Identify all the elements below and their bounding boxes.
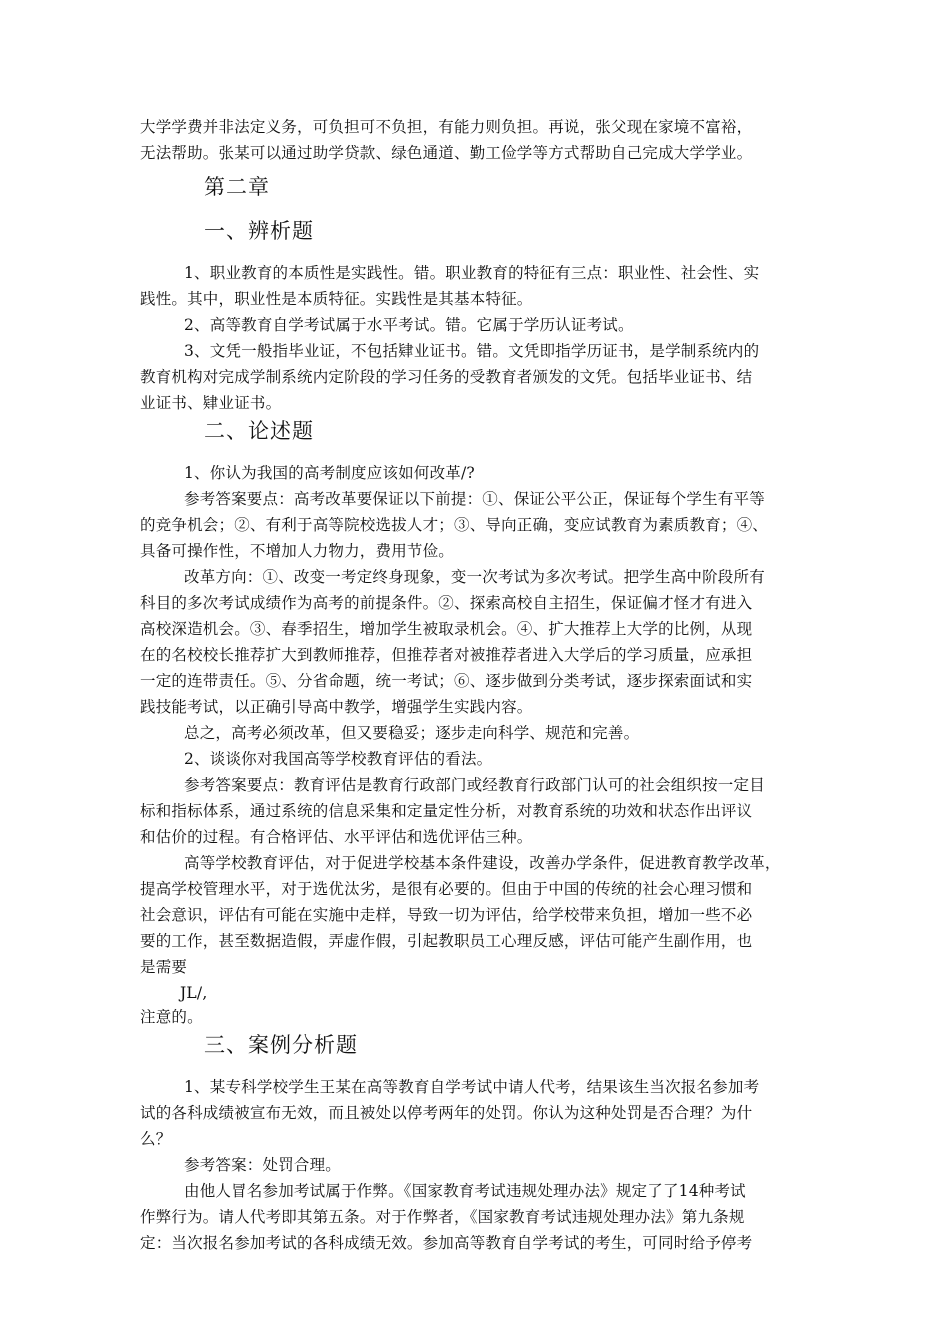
section-heading: 三、案例分析题 (204, 1033, 358, 1057)
paragraph-line: 定：当次报名参加考试的各科成绩无效。参加高等教育自学考试的考生，可同时给予停考 (140, 1234, 753, 1252)
paragraph-line: 1、你认为我国的高考制度应该如何改革/? (184, 464, 475, 482)
paragraph-line: 改革方向：①、改变一考定终身现象，变一次考试为多次考试。把学生高中阶段所有 (184, 568, 765, 586)
section-heading: 一、辨析题 (204, 219, 314, 243)
paragraph-line: 2、谈谈你对我国高等学校教育评估的看法。 (184, 750, 493, 768)
paragraph-line: 2、高等教育自学考试属于水平考试。错。它属于学历认证考试。 (184, 316, 634, 334)
paragraph-line: 试的各科成绩被宣布无效，而且被处以停考两年的处罚。你认为这种处罚是否合理？为什 (140, 1104, 753, 1122)
paragraph-line: 无法帮助。张某可以通过助学贷款、绿色通道、勤工俭学等方式帮助自己完成大学学业。 (140, 144, 753, 162)
paragraph-line: 作弊行为。请人代考即其第五条。对于作弊者，《国家教育考试违规处理办法》第九条规 (140, 1208, 745, 1226)
paragraph-line: 标和指标体系，通过系统的信息采集和定量定性分析，对教育系统的功效和状态作出评议 (140, 802, 753, 820)
paragraph-line: 的竞争机会；②、有利于高等院校选拔人才；③、导向正确，变应试教育为素质教育；④、 (140, 516, 769, 534)
paragraph-line: 业证书、肄业证书。 (140, 394, 282, 412)
paragraph-line: 注意的。 (140, 1008, 203, 1026)
paragraph-line: 践性。其中，职业性是本质特征。实践性是其基本特征。 (140, 290, 533, 308)
paragraph-line: 践技能考试，以正确引导高中教学，增强学生实践内容。 (140, 698, 533, 716)
section-heading: 二、论述题 (204, 419, 314, 443)
paragraph-line: 高等学校教育评估，对于促进学校基本条件建设，改善办学条件，促进教育教学改革， (184, 854, 781, 872)
paragraph-line: 参考答案：处罚合理。 (184, 1156, 342, 1174)
paragraph-line: 是需要 (140, 958, 188, 976)
paragraph-line: 具备可操作性，不增加人力物力，费用节俭。 (140, 542, 455, 560)
paragraph-line: 么？ (140, 1130, 172, 1148)
paragraph-line: 提高学校管理水平，对于选优汰劣，是很有必要的。但由于中国的传统的社会心理习惯和 (140, 880, 753, 898)
paragraph-line: 1、某专科学校学生王某在高等教育自学考试中请人代考，结果该生当次报名参加考 (184, 1078, 760, 1096)
paragraph-line: 3、文凭一般指毕业证，不包括肄业证书。错。文凭即指学历证书，是学制系统内的 (184, 342, 760, 360)
paragraph-line: 高校深造机会。③、春季招生，增加学生被取录机会。④、扩大推荐上大学的比例，从现 (140, 620, 753, 638)
paragraph-line: 教育机构对完成学制系统内定阶段的学习任务的受教育者颁发的文凭。包括毕业证书、结 (140, 368, 753, 386)
paragraph-line: 社会意识，评估有可能在实施中走样，导致一切为评估，给学校带来负担，增加一些不必 (140, 906, 753, 924)
paragraph-line: 由他人冒名参加考试属于作弊。《国家教育考试违规处理办法》规定了了14种考试 (184, 1182, 746, 1200)
chapter-heading: 第二章 (204, 175, 270, 199)
paragraph-line: 总之，高考必须改革，但又要稳妥；逐步走向科学、规范和完善。 (184, 724, 640, 742)
paragraph-line: 在的名校校长推荐扩大到教师推荐，但推荐者对被推荐者进入大学后的学习质量，应承担 (140, 646, 753, 664)
paragraph-line: 参考答案要点：高考改革要保证以下前提：①、保证公平公正，保证每个学生有平等 (184, 490, 765, 508)
paragraph-line: 大学学费并非法定义务，可负担可不负担，有能力则负担。再说，张父现在家境不富裕， (140, 118, 753, 136)
paragraph-line: 一定的连带责任。⑤、分省命题，统一考试；⑥、逐步做到分类考试，逐步探索面试和实 (140, 672, 753, 690)
stray-text: JL/, (180, 984, 208, 1002)
paragraph-line: 1、职业教育的本质性是实践性。错。职业教育的特征有三点：职业性、社会性、实 (184, 264, 760, 282)
paragraph-line: 参考答案要点：教育评估是教育行政部门或经教育行政部门认可的社会组织按一定目 (184, 776, 765, 794)
paragraph-line: 和估价的过程。有合格评估、水平评估和选优评估三种。 (140, 828, 533, 846)
paragraph-line: 要的工作，甚至数据造假，弄虚作假，引起教职员工心理反感，评估可能产生副作用，也 (140, 932, 753, 950)
paragraph-line: 科目的多次考试成绩作为高考的前提条件。②、探索高校自主招生，保证偏才怪才有进入 (140, 594, 753, 612)
